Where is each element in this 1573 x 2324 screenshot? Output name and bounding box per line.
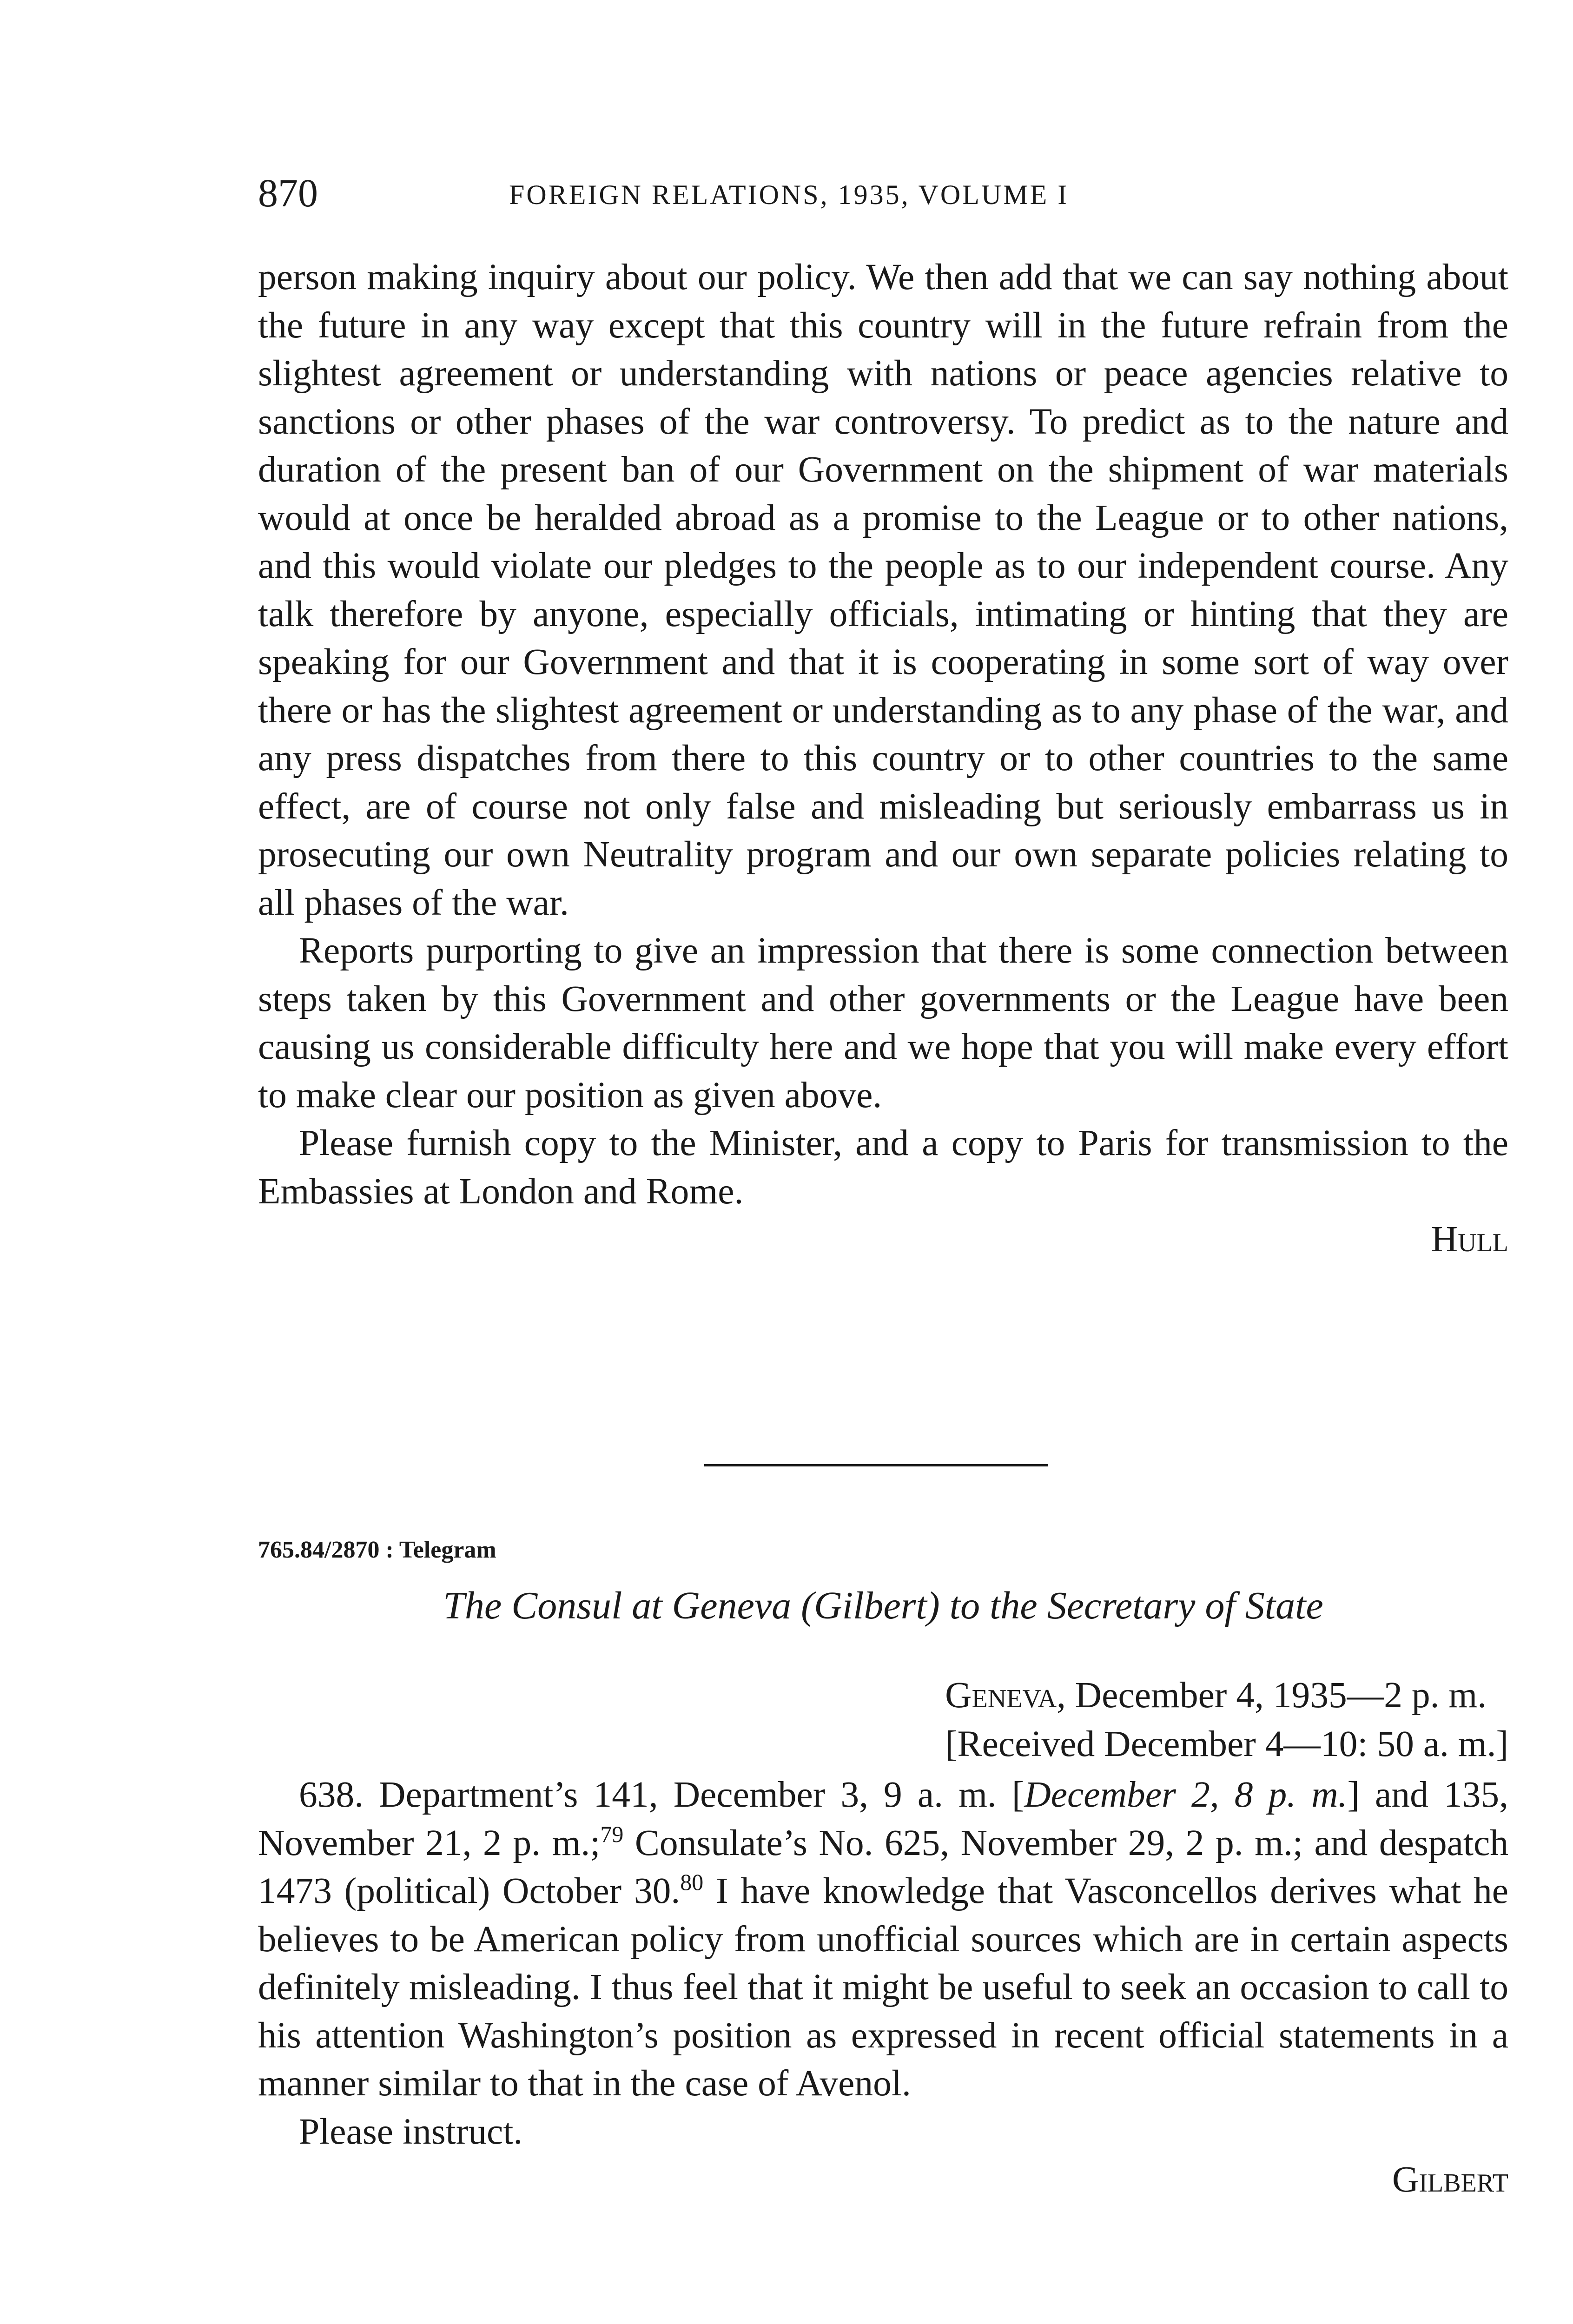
dateline-place: Geneva, [945,1675,1066,1716]
running-title: FOREIGN RELATIONS, 1935, VOLUME I [509,179,1069,210]
footnote-reference[interactable]: 80 [680,1869,704,1895]
paragraph [258,1771,1508,2108]
dateline-sent [945,1671,1508,1720]
signature-gilbert: Gilbert [1392,2159,1508,2200]
italic-date: December 2, 8 p. m. [1024,1774,1348,1815]
document-heading: The Consul at Geneva (Gilbert) to the Secretary of State [443,1584,1323,1627]
paragraph: Reports purporting to give an impression that there is some connection between steps taken by this Government and other governments or the League have been causing us considerable difficulty here and we hope that you will make every effort to make clear our position as given above. [258,930,1508,1116]
footnote-reference[interactable]: 79 [600,1821,624,1847]
paragraph-text: Consulate’s No. 625, November 29, 2 p. m.; and despatch 1473 (political) October 30. [258,1822,1508,1911]
paragraph-text: I have knowledge that Vasconcellos derives what he believes to be American policy from unofficial sources which are in certain aspects definitely misleading. I thus feel that it might be useful to seek an occasion to call to his attention Washington’s position as expressed in recent official statements in a manner similar to that in the case of Avenol. [258,1870,1508,2104]
running-head [258,170,1508,221]
paragraph: Please instruct. [299,2111,523,2152]
section-divider [704,1464,1048,1466]
dateline-date: December 4, 1935—2 p. m. [1075,1675,1487,1716]
paragraph: person making inquiry about our policy. We then add that we can say nothing about the future in any way except that this country will in the future refrain from the slightest agreement or understanding with nations or peace agencies relative to sanctions or other phases of the war controversy. To predict as to the nature and duration of the present ban of our Government on the shipment of war materials would at once be heralded abroad as a promise to the League or to other nations, and this would violate our pledges to the people as to our independent course. Any talk therefore by anyone, especially officials, intimating or hinting that they are speaking for our Government and that it is cooperating in some sort of way over there or has the slightest agreement or understanding as to any phase of the war, and any press dispatches from there to this country or to other countries to the same effect, are of course not only false and misleading but seriously embarrass us in prosecuting our own Neutrality program and our own separate policies relating to all phases of the war. [258,257,1508,923]
page-number: 870 [258,171,318,215]
paragraph: Please furnish copy to the Minister, and a copy to Paris for transmission to the Embassies at London and Rome. [258,1122,1508,1212]
paragraph-text: 638. Department’s 141, December 3, 9 a. m. [ [299,1774,1024,1815]
first-document-body [258,253,1508,1264]
paragraph-text: ] and 135, November 21, 2 p. m.; [258,1774,1508,1863]
dateline [945,1671,1508,1769]
telegram-body [258,1771,1508,2204]
file-reference: 765.84/2870 : Telegram [258,1537,496,1563]
signature-hull: Hull [1431,1219,1508,1260]
dateline-received: [Received December 4—10: 50 a. m.] [945,1723,1508,1764]
